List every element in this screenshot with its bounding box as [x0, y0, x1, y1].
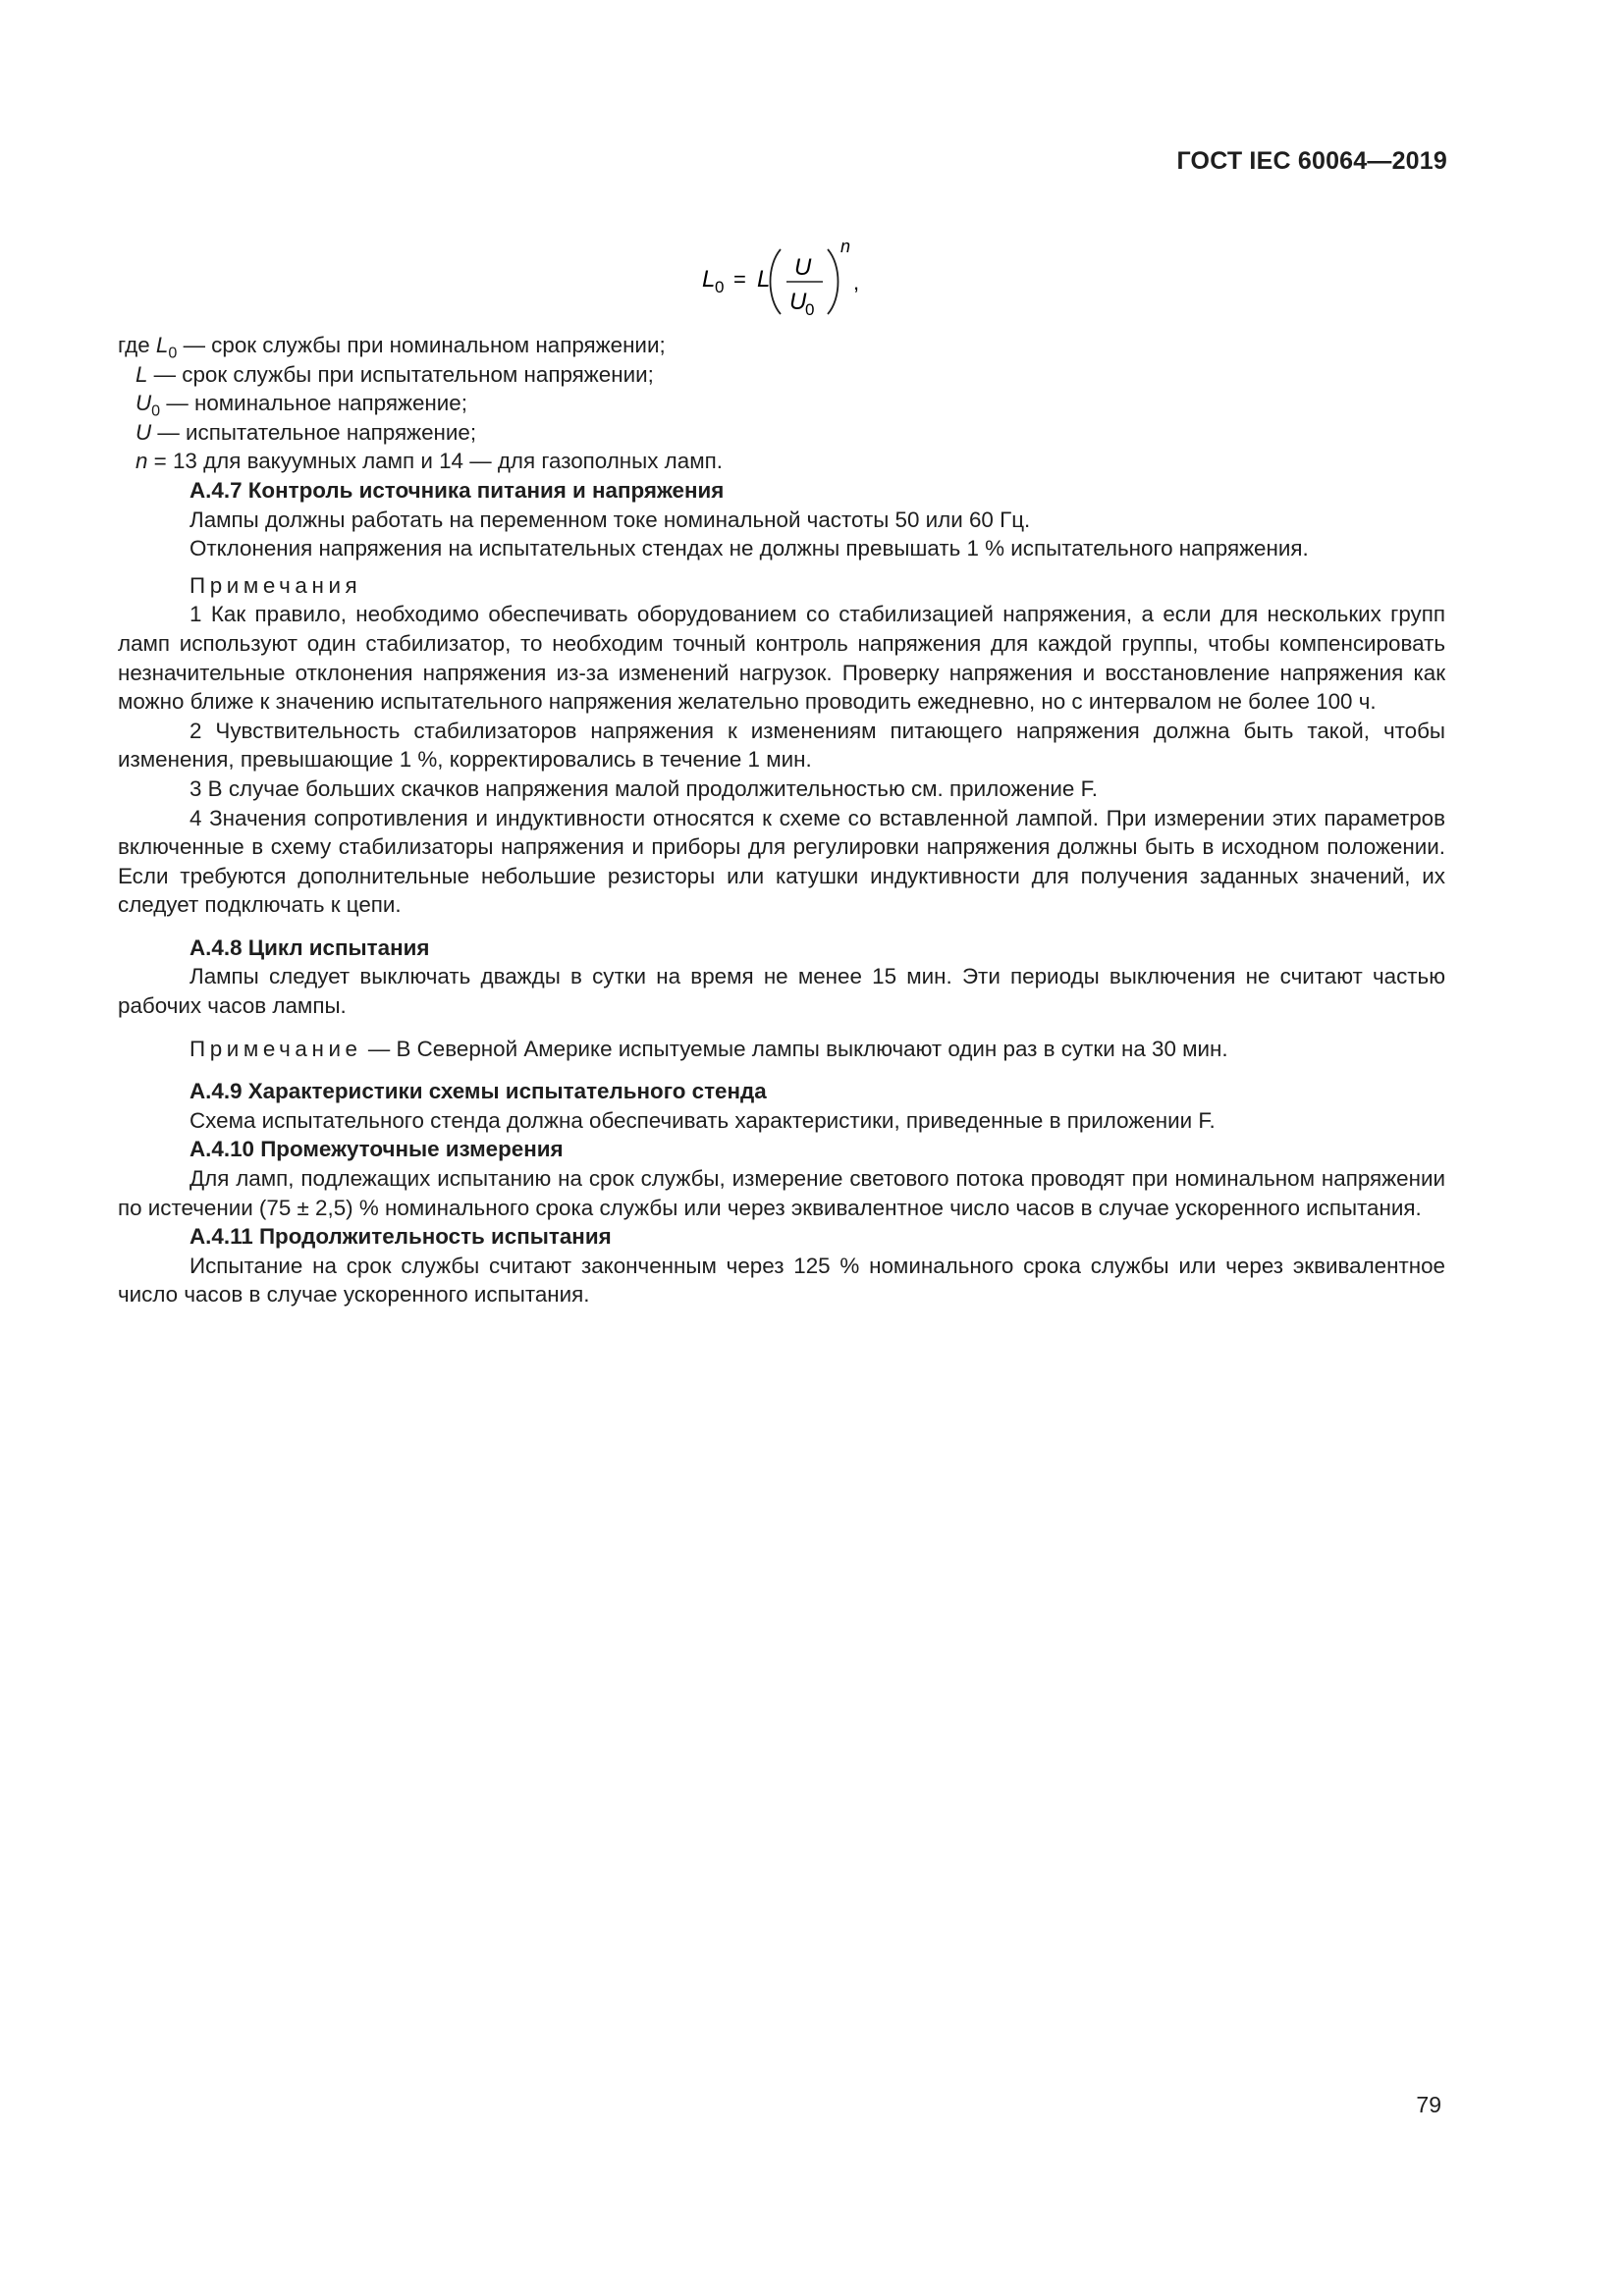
formula-comma: , [853, 270, 860, 294]
formula-equals: = [733, 267, 746, 292]
section-title-a411: А.4.11 Продолжительность испытания [189, 1224, 612, 1250]
paragraph: Испытание на срок службы считают законченным через 125 % номинального срока службы или через эквивалентное число часов в случае ускоренного испытания. [118, 1253, 1445, 1308]
lifetime-formula [702, 236, 898, 324]
definition-line [118, 360, 1445, 390]
note-label: Примечание [189, 1036, 362, 1061]
note-item: 3 В случае больших скачков напряжения малой продолжительностью см. приложение F. [189, 775, 1098, 801]
definition-subscript: 0 [168, 344, 178, 362]
note-item: 4 Значения сопротивления и индуктивности относятся к схеме со вставленной лампой. При измерении этих параметров включенные в схему стабилизаторы напряжения и приборы для регулировки напряжения должны быть в исходном положении. Если требуются дополнительные небольшие резисторы или катушки индуктивности для получения заданных значений, их следует подключать к цепи. [118, 805, 1445, 918]
definition-text: — испытательное напряжение; [151, 419, 477, 445]
definition-intro: где [118, 333, 150, 357]
note-line [118, 1035, 1445, 1064]
formula-exponent: n [840, 237, 851, 256]
definition-symbol: n [135, 449, 148, 474]
section-title-a49: А.4.9 Характеристики схемы испытательного стенда [189, 1079, 767, 1104]
paragraph: Для ламп, подлежащих испытанию на срок службы, измерение светового потока проводят при номинальном напряжении по истечении (75 ± 2,5) % номинального срока службы или через эквивалентное число часов в случае ускоренного испытания. [118, 1166, 1445, 1220]
definition-subscript: 0 [151, 401, 161, 420]
note-item: 1 Как правило, необходимо обеспечивать оборудованием со стабилизацией напряжения, а если для нескольких групп ламп используют один стабилизатор, то необходим точный контроль напряжения для каждой группы, чтобы компенсировать незначительные отклонения напряжения из-за изменений нагрузок. Проверку напряжения и восстановление напряжения как можно ближе к значению испытательного напряжения желательно проводить ежедневно, но с интервалом не более 100 ч. [118, 602, 1445, 715]
definition-line [118, 447, 1445, 476]
note-item: 2 Чувствительность стабилизаторов напряжения к изменениям питающего напряжения должна быть такой, чтобы изменения, превышающие 1 %, корректировались в течение 1 мин. [118, 718, 1445, 773]
definition-symbol: L [135, 361, 148, 387]
paragraph: Отклонения напряжения на испытательных стендах не должны превышать 1 % испытательного напряжения. [189, 536, 1309, 561]
formula-svg [702, 236, 898, 324]
note-text: — В Северной Америке испытуемые лампы выключают один раз в сутки на 30 мин. [361, 1036, 1228, 1061]
paragraph: Лампы следует выключать дважды в сутки на время не менее 15 мин. Эти периоды выключения не считают частью рабочих часов лампы. [118, 964, 1445, 1019]
definition-text: — номинальное напряжение; [160, 391, 467, 416]
definition-symbol: U [135, 419, 152, 445]
paragraph: Лампы должны работать на переменном токе номинальной частоты 50 или 60 Гц. [189, 507, 1031, 532]
definition-symbol: U [135, 391, 152, 416]
formula-l: L [757, 266, 771, 293]
notes-title: Примечания [189, 572, 362, 598]
section-title-a47: А.4.7 Контроль источника питания и напряжения [189, 477, 725, 503]
section-title-a48: А.4.8 Цикл испытания [189, 934, 430, 960]
paragraph: Схема испытательного стенда должна обеспечивать характеристики, приведенные в приложении F. [189, 1107, 1216, 1133]
definition-symbol: L [155, 333, 169, 357]
standard-designation: ГОСТ IEC 60064—2019 [1176, 147, 1447, 175]
formula-denominator: U [789, 289, 807, 315]
formula-right-paren [828, 249, 839, 314]
formula-denominator-sub: 0 [805, 300, 815, 319]
body-text [118, 331, 1445, 1309]
formula-numerator: U [794, 254, 812, 281]
definition-line [118, 331, 1445, 360]
formula-left-paren [771, 249, 782, 314]
formula-l0-sub: 0 [715, 278, 725, 296]
page-number: 79 [1416, 2092, 1441, 2117]
section-title-a410: А.4.10 Промежуточные измерения [189, 1137, 564, 1162]
definition-text: — срок службы при номинальном напряжении; [177, 333, 666, 357]
definition-line [118, 418, 1445, 448]
definition-text: — срок службы при испытательном напряжении; [147, 361, 654, 387]
definition-line [118, 389, 1445, 418]
definition-text: = 13 для вакуумных ламп и 14 — для газополных ламп. [147, 449, 723, 474]
formula-l0: L [702, 266, 716, 293]
